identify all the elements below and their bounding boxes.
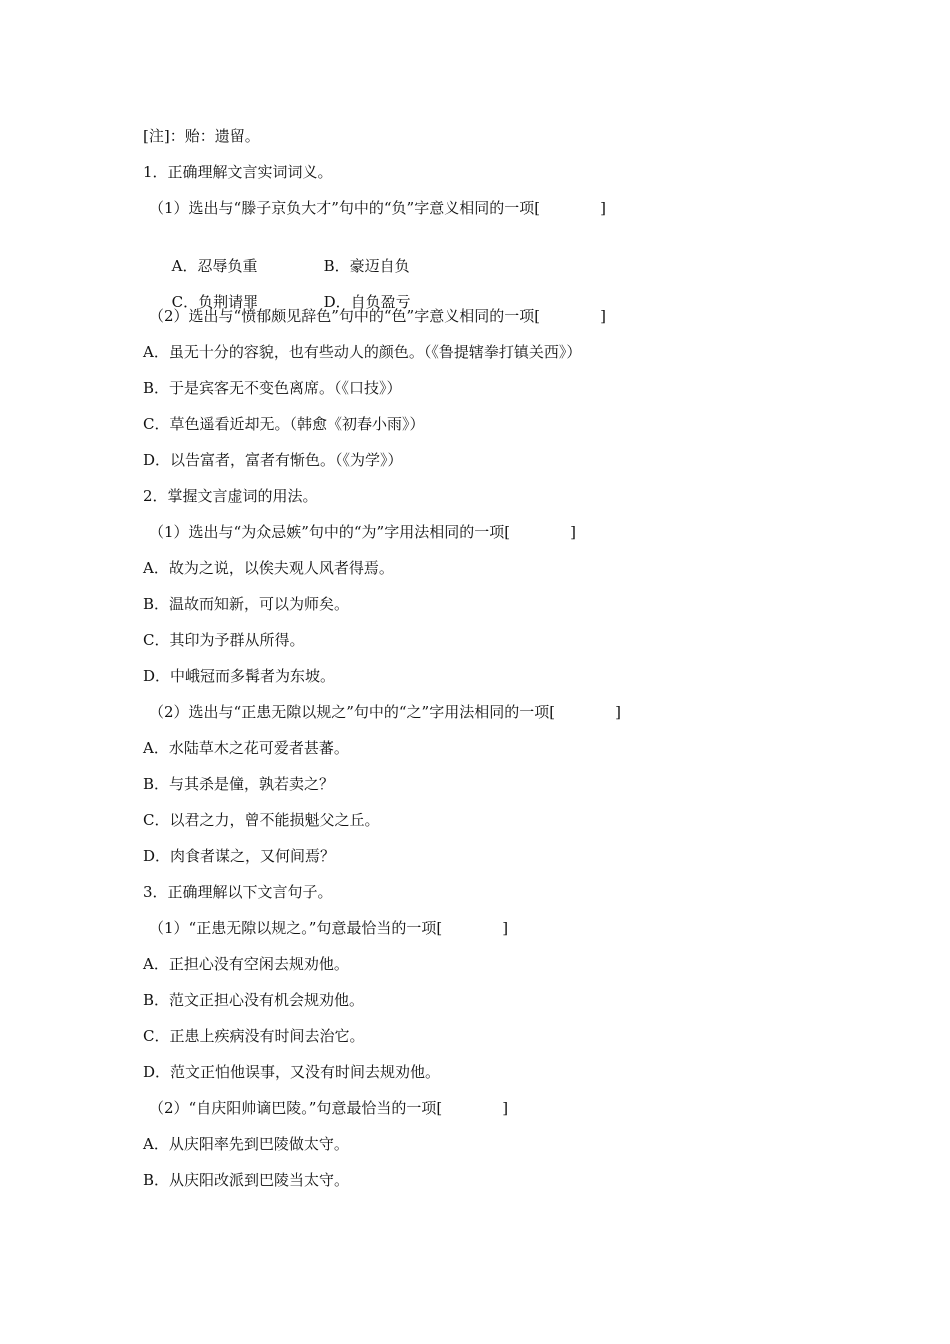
option-d: D．中峨冠而多髯者为东坡。	[143, 667, 336, 685]
question-3-heading: 3．正确理解以下文言句子。	[143, 883, 333, 901]
option-b: B．与其杀是僮，孰若卖之？	[143, 775, 335, 793]
question-1-1-stem: （1）选出与“滕子京负大才”句中的“负”字意义相同的一项[ ]	[149, 199, 606, 217]
option-d: D．以告富者，富者有惭色。（《为学》）	[143, 451, 403, 469]
option-a: A．水陆草木之花可爱者甚蕃。	[143, 739, 349, 757]
note-line: [注]：贻：遗留。	[143, 127, 260, 145]
question-1-1-options-row-1	[143, 233, 843, 275]
option-a: A．从庆阳率先到巴陵做太守。	[143, 1135, 349, 1153]
option-d: D．范文正怕他误事，又没有时间去规劝他。	[143, 1063, 441, 1081]
option-b: B．温故而知新，可以为师矣。	[143, 595, 350, 613]
question-1-heading: 1．正确理解文言实词词义。	[143, 163, 333, 181]
question-2-2-stem: （2）选出与“正患无隙以规之”句中的“之”字用法相同的一项[ ]	[149, 703, 621, 721]
document-content	[143, 125, 843, 1205]
option-c: C．正患上疾病没有时间去治它。	[143, 1027, 365, 1045]
question-2-heading: 2．掌握文言虚词的用法。	[143, 487, 318, 505]
question-3-2-stem: （2）“自庆阳帅谪巴陵。”句意最恰当的一项[ ]	[149, 1099, 509, 1117]
option-a: A．故为之说，以俟夫观人风者得焉。	[143, 559, 394, 577]
option-b: B．于是宾客无不变色离席。（《口技》）	[143, 379, 402, 397]
option-c: C．负荆请罪	[171, 293, 259, 311]
option-a: A．正担心没有空闲去规劝他。	[143, 955, 349, 973]
option-b: B．从庆阳改派到巴陵当太守。	[143, 1171, 350, 1189]
option-a: A．虽无十分的容貌，也有些动人的颜色。（《鲁提辖拳打镇关西》）	[143, 343, 582, 361]
question-2-1-stem: （1）选出与“为众忌嫉”句中的“为”字用法相同的一项[ ]	[149, 523, 576, 541]
question-1-2-stem: （2）选出与“愤郁颇见辞色”句中的“色”字意义相同的一项[ ]	[149, 307, 606, 325]
option-c: C．草色遥看近却无。（韩愈《初春小雨》）	[143, 415, 425, 433]
question-3-1-stem: （1）“正患无隙以规之。”句意最恰当的一项[ ]	[149, 919, 509, 937]
option-c: C．其印为予群从所得。	[143, 631, 305, 649]
option-a: A．忍辱负重	[171, 257, 258, 275]
option-c: C．以君之力，曾不能损魁父之丘。	[143, 811, 380, 829]
option-b: B．范文正担心没有机会规劝他。	[143, 991, 365, 1009]
option-b: B．豪迈自负	[323, 257, 410, 275]
option-d: D．肉食者谋之，又何间焉？	[143, 847, 336, 865]
option-d: D．自负盈亏	[323, 293, 411, 311]
